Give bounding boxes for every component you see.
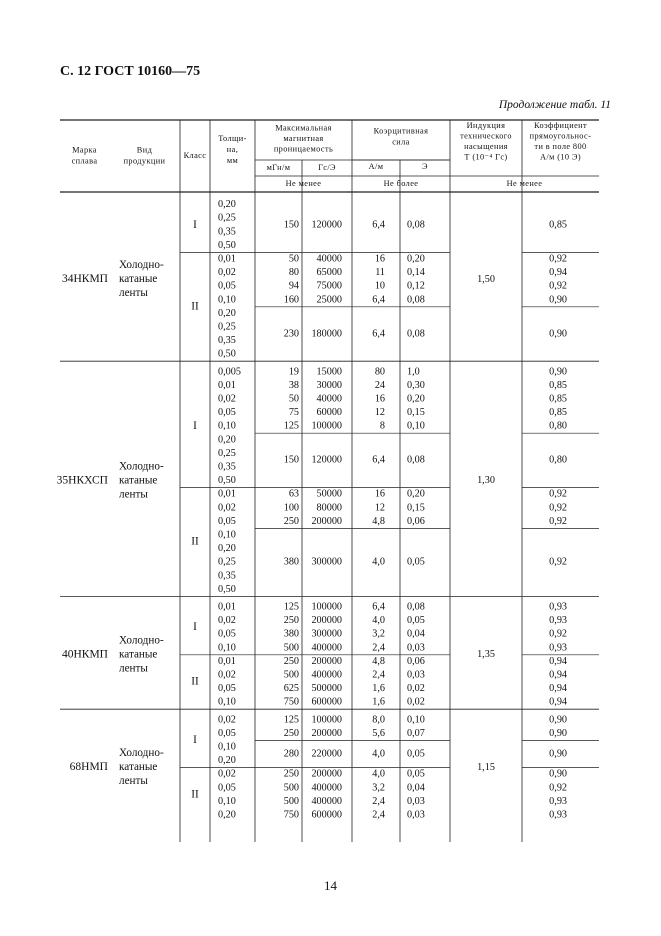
coercivity-cgs-value: 0,10: [407, 714, 425, 726]
coercivity-cgs-value: 0,02: [407, 683, 425, 695]
squareness-value: 0,93: [549, 615, 567, 627]
coercivity-cgs-value: 0,06: [407, 515, 425, 527]
permeability-si-value: 75: [288, 407, 299, 419]
thickness-value: 0,35: [218, 226, 236, 238]
thickness-value: 0,50: [218, 239, 236, 251]
permeability-si-value: 250: [283, 615, 299, 627]
coercivity-si-value: 6,4: [372, 601, 385, 613]
permeability-si-value: 230: [283, 328, 299, 340]
squareness-value: 0,92: [549, 628, 567, 640]
product-type: ленты: [119, 662, 148, 675]
coercivity-cgs-value: 0,08: [407, 219, 425, 231]
coercivity-cgs-value: 0,08: [407, 328, 425, 340]
permeability-cgs-value: 500000: [311, 683, 342, 695]
squareness-value: 0,94: [549, 696, 567, 708]
permeability-cgs-value: 400000: [311, 642, 342, 654]
coercivity-cgs-value: 0,03: [407, 795, 425, 807]
permeability-si-value: 38: [288, 379, 299, 391]
permeability-si-value: 63: [288, 488, 299, 500]
coercivity-si-value: 6,4: [372, 328, 385, 340]
column-header-coercivity: сила: [392, 137, 410, 147]
thickness-value: 0,20: [218, 199, 236, 211]
thickness-value: 0,005: [218, 366, 241, 378]
permeability-cgs-value: 60000: [316, 407, 342, 419]
squareness-value: 0,92: [549, 782, 567, 794]
product-type: ленты: [119, 488, 148, 501]
thickness-value: 0,20: [218, 434, 236, 446]
coercivity-cgs-value: 0,20: [407, 253, 425, 265]
thickness-value: 0,25: [218, 212, 236, 224]
coercivity-cgs-value: 0,08: [407, 601, 425, 613]
coercivity-cgs-value: 0,04: [407, 628, 425, 640]
coercivity-cgs-value: 0,02: [407, 696, 425, 708]
column-header-squareness: прямоугольнос-: [529, 131, 592, 141]
coercivity-cgs-value: 0,05: [407, 615, 425, 627]
permeability-cgs-value: 600000: [311, 696, 342, 708]
permeability-si-value: 250: [283, 655, 299, 667]
thickness-value: 0,20: [218, 755, 236, 767]
permeability-cgs-value: 200000: [311, 655, 342, 667]
column-header-grade: Марка: [72, 145, 97, 155]
thickness-value: 0,02: [218, 502, 236, 514]
permeability-si-value: 250: [283, 768, 299, 780]
column-header-thickness: мм: [226, 155, 239, 165]
squareness-value: 0,90: [549, 366, 567, 378]
column-header-permeability: магнитная: [283, 133, 324, 143]
coercivity-cgs-value: 0,30: [407, 379, 425, 391]
column-header-permeability: Максимальная: [275, 123, 332, 133]
coercivity-cgs-value: 0,12: [407, 280, 425, 292]
permeability-si-value: 125: [283, 420, 299, 432]
permeability-cgs-value: 300000: [311, 628, 342, 640]
permeability-cgs-value: 80000: [316, 502, 342, 514]
coercivity-si-value: 4,8: [372, 515, 385, 527]
product-type: Холодно-: [119, 259, 164, 272]
thickness-value: 0,10: [218, 420, 236, 432]
coercivity-si-value: 8: [379, 420, 385, 432]
column-header-induction: Индукция: [466, 121, 506, 131]
permeability-si-value: 500: [283, 642, 299, 654]
coercivity-cgs-value: 0,03: [407, 669, 425, 681]
permeability-cgs-value: 200000: [311, 768, 342, 780]
thickness-value: 0,01: [218, 379, 236, 391]
coercivity-cgs-value: 0,05: [407, 748, 425, 760]
permeability-si-value: 625: [283, 683, 299, 695]
permeability-si-value: 125: [283, 601, 299, 613]
permeability-cgs-value: 30000: [316, 379, 342, 391]
permeability-cgs-value: 25000: [316, 294, 342, 306]
class-label: I: [193, 419, 197, 432]
coercivity-si-value: 6,4: [372, 454, 385, 466]
product-type: ленты: [119, 775, 148, 788]
permeability-cgs-value: 50000: [316, 488, 342, 500]
column-header-induction: насыщения: [464, 142, 508, 152]
product-type: катаные: [119, 474, 158, 487]
coercivity-si-value: 4,0: [372, 768, 385, 780]
squareness-value: 0,90: [549, 768, 567, 780]
coercivity-si-value: 24: [374, 379, 385, 391]
squareness-value: 0,85: [549, 407, 567, 419]
coercivity-si-value: 3,2: [372, 628, 385, 640]
permeability-si-value: 94: [288, 280, 299, 292]
permeability-si-value: 500: [283, 669, 299, 681]
permeability-cgs-value: 400000: [311, 669, 342, 681]
unit-coerc-si: А/м: [368, 161, 384, 171]
permeability-cgs-value: 100000: [311, 420, 342, 432]
thickness-value: 0,01: [218, 601, 236, 613]
permeability-si-value: 80: [288, 267, 299, 279]
permeability-cgs-value: 100000: [311, 714, 342, 726]
class-label: II: [191, 788, 199, 801]
column-header-squareness: ти в поле 800: [534, 142, 587, 152]
unit-perm-cgs: Гс/Э: [318, 162, 336, 172]
permeability-cgs-value: 120000: [311, 219, 342, 231]
coercivity-si-value: 80: [374, 366, 385, 378]
alloy-grade: 34НКМП: [61, 273, 108, 286]
table-continuation-note: Продолжение табл. 11: [498, 99, 611, 111]
thickness-value: 0,25: [218, 321, 236, 333]
permeability-cgs-value: 75000: [316, 280, 342, 292]
product-type: катаные: [119, 273, 158, 286]
alloy-grade: 40НКМП: [61, 648, 108, 661]
permeability-cgs-value: 40000: [316, 393, 342, 405]
thickness-value: 0,25: [218, 447, 236, 459]
product-type: ленты: [119, 287, 148, 300]
thickness-value: 0,02: [218, 714, 236, 726]
coercivity-cgs-value: 0,08: [407, 454, 425, 466]
coercivity-cgs-value: 0,05: [407, 768, 425, 780]
thickness-value: 0,05: [218, 782, 236, 794]
squareness-value: 0,90: [549, 714, 567, 726]
permeability-si-value: 19: [288, 366, 299, 378]
permeability-si-value: 50: [288, 393, 299, 405]
coercivity-si-value: 12: [374, 502, 385, 514]
coercivity-cgs-value: 0,03: [407, 642, 425, 654]
thickness-value: 0,02: [218, 393, 236, 405]
page-header: С. 12 ГОСТ 10160—75: [60, 64, 201, 79]
coercivity-si-value: 10: [374, 280, 385, 292]
column-header-coercivity: Коэрцитивная: [373, 126, 429, 136]
class-label: I: [193, 621, 197, 634]
thickness-value: 0,35: [218, 570, 236, 582]
squareness-value: 0,90: [549, 748, 567, 760]
thickness-value: 0,05: [218, 280, 236, 292]
coercivity-cgs-value: 0,15: [407, 502, 425, 514]
column-header-class: Класс: [183, 150, 207, 160]
coercivity-cgs-value: 0,04: [407, 782, 425, 794]
column-header-product: продукции: [123, 156, 166, 166]
permeability-cgs-value: 180000: [311, 328, 342, 340]
thickness-value: 0,10: [218, 795, 236, 807]
squareness-value: 0,92: [549, 253, 567, 265]
coercivity-si-value: 11: [375, 267, 385, 279]
coercivity-si-value: 1,6: [372, 683, 385, 695]
class-label: I: [193, 733, 197, 746]
permeability-si-value: 380: [283, 556, 299, 568]
induction-value: 1,15: [477, 761, 495, 773]
coercivity-cgs-value: 0,14: [407, 267, 425, 279]
thickness-value: 0,50: [218, 475, 236, 487]
product-type: катаные: [119, 648, 158, 661]
thickness-value: 0,10: [218, 294, 236, 306]
coercivity-cgs-value: 0,10: [407, 420, 425, 432]
column-header-thickness: на,: [226, 144, 239, 154]
squareness-value: 0,93: [549, 642, 567, 654]
thickness-value: 0,35: [218, 461, 236, 473]
permeability-si-value: 150: [283, 219, 299, 231]
permeability-cgs-value: 40000: [316, 253, 342, 265]
coercivity-cgs-value: 0,20: [407, 393, 425, 405]
coercivity-si-value: 2,4: [372, 795, 385, 807]
thickness-value: 0,01: [218, 253, 236, 265]
coercivity-si-value: 16: [374, 253, 385, 265]
squareness-value: 0,93: [549, 795, 567, 807]
coercivity-si-value: 12: [374, 407, 385, 419]
permeability-si-value: 250: [283, 515, 299, 527]
unit-coerc-cgs: Э: [422, 161, 428, 171]
coercivity-si-value: 4,0: [372, 556, 385, 568]
permeability-si-value: 50: [288, 253, 299, 265]
column-header-permeability: проницаемость: [273, 144, 334, 154]
coercivity-cgs-value: 0,05: [407, 556, 425, 568]
coercivity-si-value: 1,6: [372, 696, 385, 708]
thickness-value: 0,20: [218, 543, 236, 555]
thickness-value: 0,02: [218, 768, 236, 780]
column-header-thickness: Толщи-: [218, 133, 247, 143]
class-label: II: [191, 300, 199, 313]
column-header-grade: сплава: [71, 156, 98, 166]
coercivity-cgs-value: 0,08: [407, 294, 425, 306]
thickness-value: 0,02: [218, 267, 236, 279]
coercivity-si-value: 3,2: [372, 782, 385, 794]
permeability-cgs-value: 15000: [316, 366, 342, 378]
alloy-grade: 35НКХСП: [56, 474, 108, 487]
column-header-product: Вид: [136, 145, 153, 155]
permeability-cgs-value: 400000: [311, 795, 342, 807]
product-type: катаные: [119, 761, 158, 774]
permeability-cgs-value: 200000: [311, 515, 342, 527]
coercivity-cgs-value: 1,0: [407, 366, 420, 378]
permeability-cgs-value: 100000: [311, 601, 342, 613]
squareness-value: 0,92: [549, 488, 567, 500]
column-header-squareness: А/м (10 Э): [540, 152, 581, 162]
thickness-value: 0,10: [218, 696, 236, 708]
permeability-cgs-value: 300000: [311, 556, 342, 568]
thickness-value: 0,10: [218, 529, 236, 541]
permeability-si-value: 750: [283, 696, 299, 708]
squareness-value: 0,85: [549, 393, 567, 405]
thickness-value: 0,50: [218, 348, 236, 360]
squareness-value: 0,90: [549, 727, 567, 739]
thickness-value: 0,35: [218, 335, 236, 347]
product-type: Холодно-: [119, 747, 164, 760]
thickness-value: 0,05: [218, 727, 236, 739]
squareness-value: 0,92: [549, 515, 567, 527]
coercivity-si-value: 5,6: [372, 727, 385, 739]
squareness-value: 0,80: [549, 454, 567, 466]
permeability-cgs-value: 65000: [316, 267, 342, 279]
coercivity-si-value: 4,0: [372, 748, 385, 760]
permeability-si-value: 100: [283, 502, 299, 514]
thickness-value: 0,05: [218, 683, 236, 695]
thickness-value: 0,10: [218, 642, 236, 654]
squareness-value: 0,94: [549, 683, 567, 695]
column-header-squareness: Коэффициент: [533, 121, 588, 131]
squareness-value: 0,92: [549, 502, 567, 514]
coercivity-cgs-value: 0,15: [407, 407, 425, 419]
coercivity-si-value: 16: [374, 393, 385, 405]
permeability-cgs-value: 200000: [311, 727, 342, 739]
thickness-value: 0,01: [218, 488, 236, 500]
squareness-value: 0,94: [549, 669, 567, 681]
coercivity-cgs-value: 0,03: [407, 809, 425, 821]
squareness-value: 0,85: [549, 219, 567, 231]
squareness-value: 0,80: [549, 420, 567, 432]
permeability-cgs-value: 400000: [311, 782, 342, 794]
permeability-si-value: 380: [283, 628, 299, 640]
squareness-value: 0,94: [549, 655, 567, 667]
thickness-value: 0,10: [218, 741, 236, 753]
permeability-cgs-value: 600000: [311, 809, 342, 821]
thickness-value: 0,05: [218, 628, 236, 640]
thickness-value: 0,20: [218, 809, 236, 821]
squareness-value: 0,93: [549, 601, 567, 613]
coercivity-cgs-value: 0,06: [407, 655, 425, 667]
coercivity-cgs-value: 0,07: [407, 727, 425, 739]
squareness-value: 0,94: [549, 267, 567, 279]
coercivity-si-value: 4,0: [372, 615, 385, 627]
limit-not-less: Не менее: [506, 178, 543, 188]
coercivity-si-value: 2,4: [372, 642, 385, 654]
coercivity-si-value: 2,4: [372, 809, 385, 821]
coercivity-si-value: 6,4: [372, 294, 385, 306]
thickness-value: 0,25: [218, 556, 236, 568]
page-number: 14: [324, 878, 337, 893]
thickness-value: 0,02: [218, 615, 236, 627]
product-type: Холодно-: [119, 460, 164, 473]
limit-not-less: Не менее: [285, 178, 322, 188]
class-label: II: [191, 675, 199, 688]
class-label: II: [191, 535, 199, 548]
permeability-si-value: 125: [283, 714, 299, 726]
thickness-value: 0,02: [218, 669, 236, 681]
alloy-grade: 68НМП: [69, 761, 108, 774]
squareness-value: 0,92: [549, 280, 567, 292]
permeability-si-value: 500: [283, 795, 299, 807]
squareness-value: 0,92: [549, 556, 567, 568]
thickness-value: 0,50: [218, 583, 236, 595]
coercivity-si-value: 6,4: [372, 219, 385, 231]
permeability-cgs-value: 220000: [311, 748, 342, 760]
squareness-value: 0,85: [549, 379, 567, 391]
permeability-si-value: 160: [283, 294, 299, 306]
permeability-si-value: 750: [283, 809, 299, 821]
permeability-si-value: 150: [283, 454, 299, 466]
permeability-cgs-value: 120000: [311, 454, 342, 466]
unit-perm-si: мГн/м: [266, 162, 291, 172]
permeability-si-value: 280: [283, 748, 299, 760]
coercivity-si-value: 16: [374, 488, 385, 500]
thickness-value: 0,05: [218, 407, 236, 419]
limit-not-more: Не более: [383, 178, 419, 188]
induction-value: 1,50: [477, 273, 495, 285]
coercivity-si-value: 8,0: [372, 714, 385, 726]
thickness-value: 0,05: [218, 515, 236, 527]
coercivity-si-value: 2,4: [372, 669, 385, 681]
induction-value: 1,30: [477, 475, 495, 487]
permeability-si-value: 500: [283, 782, 299, 794]
coercivity-cgs-value: 0,20: [407, 488, 425, 500]
squareness-value: 0,90: [549, 328, 567, 340]
squareness-value: 0,90: [549, 294, 567, 306]
thickness-value: 0,01: [218, 655, 236, 667]
induction-value: 1,35: [477, 649, 495, 661]
column-header-induction: технического: [460, 131, 512, 141]
column-header-induction: Т (10⁻⁴ Гс): [464, 152, 508, 162]
squareness-value: 0,93: [549, 809, 567, 821]
product-type: Холодно-: [119, 634, 164, 647]
thickness-value: 0,20: [218, 307, 236, 319]
class-label: I: [193, 218, 197, 231]
permeability-cgs-value: 200000: [311, 615, 342, 627]
coercivity-si-value: 4,8: [372, 655, 385, 667]
permeability-si-value: 250: [283, 727, 299, 739]
